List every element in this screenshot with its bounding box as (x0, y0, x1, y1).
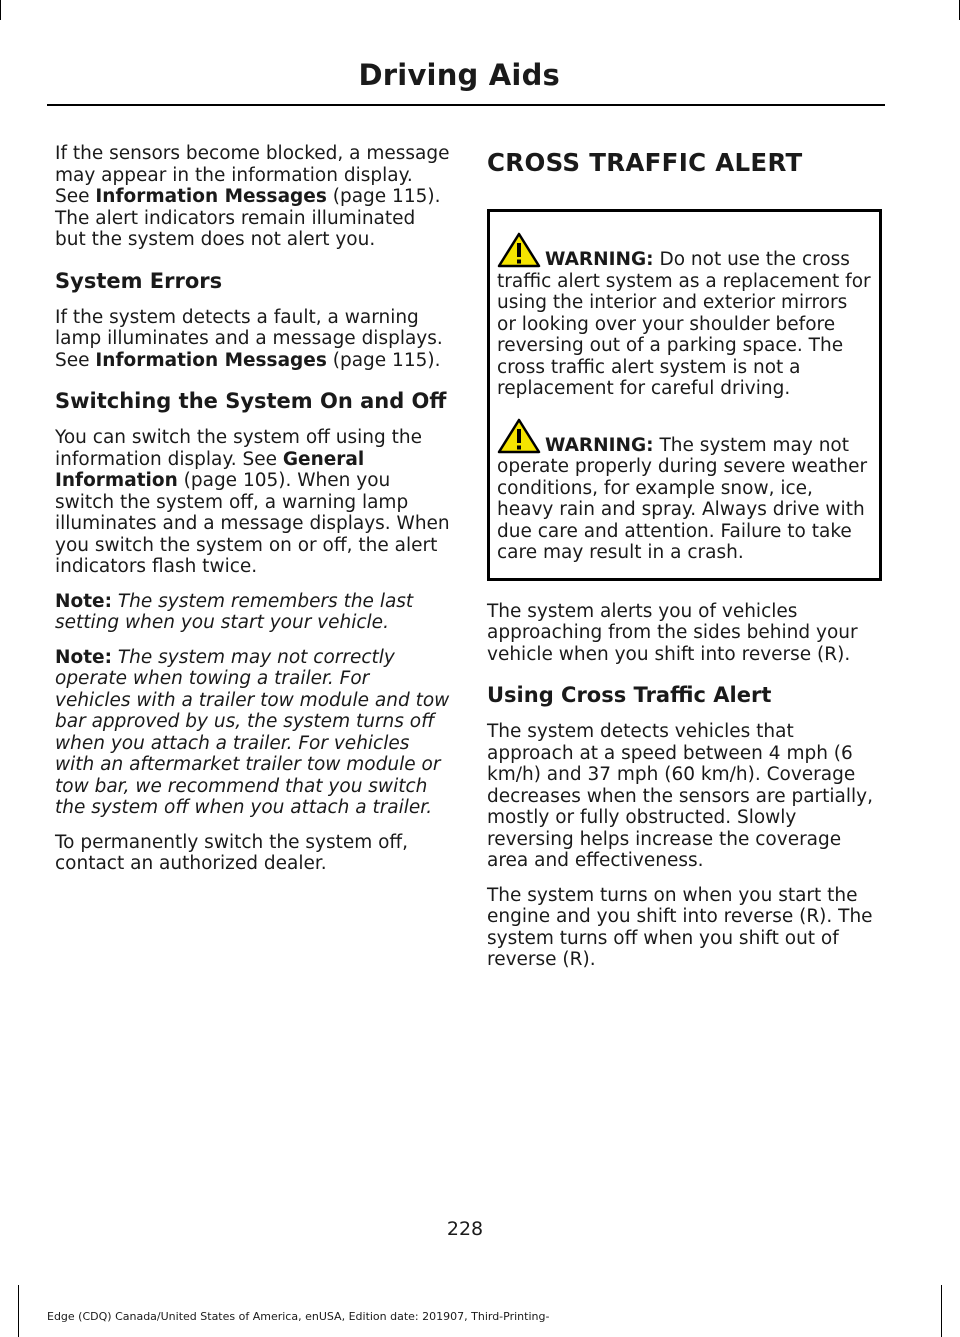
header-divider (47, 104, 885, 106)
right-column (487, 143, 882, 984)
link-general-information[interactable]: General Information (55, 448, 365, 491)
warning-paragraph-1 (497, 232, 872, 400)
note-label: Note: (55, 646, 112, 668)
note-text: The system may not correctly operate when towing a trailer. For vehicles with a trailer tow module and tow bar approved by us, the system turns off when you attach a trailer. For vehicles with an aftermarket trailer tow module or tow bar, we recommend that you switch the system off when you attach a trailer. (55, 646, 450, 818)
warning-label: WARNING: (545, 434, 654, 456)
heading-cross-traffic-alert: CROSS TRAFFIC ALERT (487, 148, 803, 177)
crop-mark-top-left-h (0, 0, 1, 1)
note-towing-trailer (55, 647, 450, 819)
crop-mark-top-left (0, 0, 1, 20)
text: If the system detects a fault, a warning lamp illuminates and a message displays. See (55, 306, 443, 371)
heading-using-cross-traffic-alert: Using Cross Traffic Alert (487, 683, 772, 707)
link-information-messages[interactable]: Information Messages (95, 186, 327, 207)
page-number: 228 (446, 1218, 484, 1240)
text: (page 115). The alert indicators remain illuminated but the system does not alert you. (55, 186, 441, 250)
paragraph-system-alerts: The system alerts you of vehicles approaching from the sides behind your vehicle when you shift into reverse (R). (487, 600, 858, 665)
crop-mark-bottom-left (18, 1285, 19, 1337)
note-text: The system remembers the last setting when you start your vehicle. (55, 590, 414, 633)
warning-label: WARNING: (545, 249, 654, 270)
note-label: Note: (55, 590, 112, 612)
heading-switching-system: Switching the System On and Off (55, 389, 447, 413)
text: If the sensors become blocked, a message may appear in the information display. See (55, 143, 450, 207)
paragraph-detects-vehicles: The system detects vehicles that approach at a speed between 4 mph (6 km/h) and 37 mph (60 km/h). Coverage decreases when the sensors are partially, mostly or fully obstructed. Slowly reversing helps increase the coverage area and effectiveness. (487, 721, 873, 871)
paragraph-permanently-switch-off: To permanently switch the system off, contact an authorized dealer. (55, 831, 409, 874)
paragraph-system-errors (55, 307, 450, 372)
text: (page 115). (326, 349, 441, 371)
warning-paragraph-2 (497, 418, 872, 564)
footer-edition-info: Edge (CDQ) Canada/United States of America, enUSA, Edition date: 201907, Third-Printing- (47, 1310, 550, 1323)
paragraph-turns-on: The system turns on when you start the engine and you shift into reverse (R). The system turns off when you shift out of reverse (R). (487, 884, 873, 970)
warning-triangle-icon (497, 418, 541, 454)
note-remembers-setting (55, 591, 450, 634)
left-column (55, 143, 450, 888)
warning-text: Do not use the cross traffic alert system as a replacement for using the interior and exterior mirrors or looking over your shoulder before reversing out of a parking space. The cross traffic alert system is not a replacement for careful driving. (497, 249, 871, 399)
warning-triangle-icon (497, 232, 541, 268)
crop-mark-bottom-right (941, 1285, 942, 1337)
warning-text: The system may not operate properly during severe weather conditions, for example snow, ice, heavy rain and spray. Always drive with due care and attention. Failure to take care may result in a crash. (497, 434, 868, 563)
warning-box (487, 209, 882, 581)
heading-system-errors: System Errors (55, 268, 223, 293)
page-title: Driving Aids (358, 58, 560, 92)
paragraph-switching-system (55, 427, 450, 578)
text: You can switch the system off using the information display. See (55, 427, 422, 470)
paragraph-sensors-blocked (55, 143, 450, 251)
text: (page 105). When you switch the system off, a warning lamp illuminates and a message displays. When you switch the system on or off, the alert indicators flash twice. (55, 470, 450, 577)
link-information-messages[interactable]: Information Messages (95, 349, 327, 371)
